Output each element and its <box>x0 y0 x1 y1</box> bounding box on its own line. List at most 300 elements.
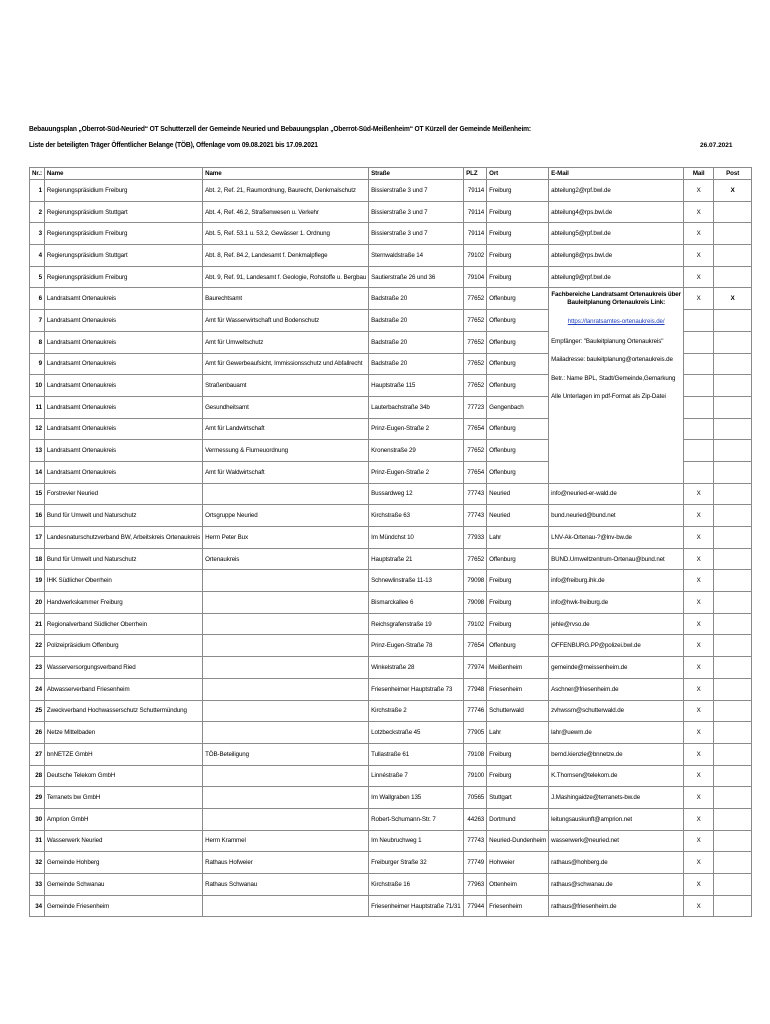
row-number: 10 <box>30 375 45 397</box>
row-email[interactable]: leitungsauskunft@amprion.net <box>549 808 684 830</box>
row-abteilung: Amt für Wasserwirtschaft und Bodenschutz <box>203 310 369 332</box>
row-strasse: Tullastraße 61 <box>369 743 464 765</box>
row-mail-mark: X <box>684 570 714 592</box>
table-row <box>30 635 752 657</box>
row-name: Abwasserverband Friesenheim <box>44 678 202 700</box>
row-email[interactable]: wasserwerk@neuried.net <box>549 830 684 852</box>
row-email[interactable]: abteilung5@rpf.bwl.de <box>549 223 684 245</box>
row-plz: 77652 <box>464 310 487 332</box>
row-number: 20 <box>30 592 45 614</box>
col-header-plz: PLZ <box>464 168 487 180</box>
row-abteilung: Herrn Krammel <box>203 830 369 852</box>
row-strasse: Sternwaldstraße 14 <box>369 245 464 267</box>
row-mail-mark: X <box>684 700 714 722</box>
row-mail-mark: X <box>684 765 714 787</box>
row-email[interactable]: info@hwk-freiburg.de <box>549 592 684 614</box>
row-mail-mark: X <box>684 527 714 549</box>
row-abteilung: Ortsgruppe Neuried <box>203 505 369 527</box>
table-row <box>30 765 752 787</box>
table-row <box>30 201 752 223</box>
row-ort: Freiburg <box>487 266 549 288</box>
row-mail-mark: X <box>684 657 714 679</box>
row-strasse: Prinz-Eugen-Straße 2 <box>369 418 464 440</box>
row-post-mark <box>714 331 752 353</box>
row-post-mark <box>714 527 752 549</box>
row-email[interactable]: K.Thomsen@telekom.de <box>549 765 684 787</box>
info-unterlagen: Alle Unterlagen im pdf-Format als Zip-Datei <box>551 393 666 401</box>
row-abteilung <box>203 895 369 917</box>
row-mail-mark: X <box>684 787 714 809</box>
row-post-mark <box>714 657 752 679</box>
row-mail-mark: X <box>684 245 714 267</box>
row-ort: Neuried <box>487 483 549 505</box>
row-post-mark <box>714 548 752 570</box>
row-number: 33 <box>30 874 45 896</box>
row-email[interactable]: jehle@rvso.de <box>549 613 684 635</box>
row-strasse: Reichsgrafenstraße 19 <box>369 613 464 635</box>
info-mailadresse: Mailadresse: bauleitplanung@ortenaukreis.de <box>551 356 673 364</box>
row-plz: 77652 <box>464 548 487 570</box>
table-row <box>30 787 752 809</box>
row-email[interactable]: abteilung2@rpf.bwl.de <box>549 180 684 202</box>
info-empfaenger: Empfänger: "Bauleitplanung Ortenaukreis" <box>551 337 664 345</box>
row-ort: Freiburg <box>487 245 549 267</box>
row-post-mark <box>714 852 752 874</box>
row-name: Regierungspräsidium Stuttgart <box>44 245 202 267</box>
row-email[interactable]: rathaus@friesenheim.de <box>549 895 684 917</box>
row-plz: 77654 <box>464 418 487 440</box>
row-post-mark <box>714 310 752 332</box>
row-post-mark <box>714 592 752 614</box>
row-post-mark <box>714 440 752 462</box>
row-number: 8 <box>30 331 45 353</box>
row-name: Bund für Umwelt und Naturschutz <box>44 505 202 527</box>
row-plz: 77743 <box>464 830 487 852</box>
row-number: 29 <box>30 787 45 809</box>
row-number: 7 <box>30 310 45 332</box>
row-name: Regierungspräsidium Freiburg <box>44 223 202 245</box>
row-ort: Offenburg <box>487 375 549 397</box>
row-post-mark <box>714 830 752 852</box>
row-number: 26 <box>30 722 45 744</box>
row-number: 16 <box>30 505 45 527</box>
table-row <box>30 722 752 744</box>
row-abteilung: Rathaus Schwanau <box>203 874 369 896</box>
row-strasse: Prinz-Eugen-Straße 78 <box>369 635 464 657</box>
row-post-mark <box>714 874 752 896</box>
row-plz: 77963 <box>464 874 487 896</box>
row-post-mark <box>714 808 752 830</box>
table-row <box>30 548 752 570</box>
row-ort: Freiburg <box>487 570 549 592</box>
row-ort: Freiburg <box>487 592 549 614</box>
row-strasse: Bussardweg 12 <box>369 483 464 505</box>
row-name: Landratsamt Ortenaukreis <box>44 288 202 310</box>
row-post-mark <box>714 787 752 809</box>
row-post-mark <box>714 765 752 787</box>
row-mail-mark: X <box>684 223 714 245</box>
row-email[interactable]: OFFENBURG.PP@polizei.bwl.de <box>549 635 684 657</box>
col-header-post: Post <box>714 168 752 180</box>
row-post-mark <box>714 375 752 397</box>
row-plz: 77933 <box>464 527 487 549</box>
row-ort: Lahr <box>487 722 549 744</box>
table-body <box>30 180 752 917</box>
row-plz: 79102 <box>464 613 487 635</box>
row-abteilung: Amt für Landwirtschaft <box>203 418 369 440</box>
row-post-mark <box>714 245 752 267</box>
row-name: Landratsamt Ortenaukreis <box>44 396 202 418</box>
row-name: Regierungspräsidium Stuttgart <box>44 201 202 223</box>
row-abteilung: Amt für Waldwirtschaft <box>203 461 369 483</box>
row-ort: Freiburg <box>487 201 549 223</box>
row-mail-mark: X <box>684 180 714 202</box>
row-plz: 77749 <box>464 852 487 874</box>
table-row <box>30 743 752 765</box>
row-ort: Friesenheim <box>487 678 549 700</box>
row-abteilung <box>203 570 369 592</box>
row-post-mark <box>714 483 752 505</box>
row-mail-mark: X <box>684 874 714 896</box>
row-strasse: Lauterbachstraße 34b <box>369 396 464 418</box>
row-name: Landratsamt Ortenaukreis <box>44 310 202 332</box>
row-ort: Offenburg <box>487 635 549 657</box>
row-name: Deutsche Telekom GmbH <box>44 765 202 787</box>
row-abteilung: Vermessung & Flurneuordnung <box>203 440 369 462</box>
row-name: Landratsamt Ortenaukreis <box>44 353 202 375</box>
row-abteilung: Rathaus Hofweier <box>203 852 369 874</box>
row-ort: Meißenheim <box>487 657 549 679</box>
row-ort: Offenburg <box>487 418 549 440</box>
row-strasse: Kirchstraße 2 <box>369 700 464 722</box>
row-number: 11 <box>30 396 45 418</box>
row-strasse: Kirchstraße 16 <box>369 874 464 896</box>
document-title: Bebauungsplan „Oberrot-Süd-Neuried“ OT Schutterzell der Gemeinde Neuried und Bebauungsplan „Oberrot-Süd-Meißenheim“ OT Kürzell der Gemeinde Meißenheim: <box>29 124 531 133</box>
row-name: Bund für Umwelt und Naturschutz <box>44 548 202 570</box>
row-ort: Neuried <box>487 505 549 527</box>
row-email[interactable]: bund.neuried@bund.net <box>549 505 684 527</box>
row-abteilung <box>203 483 369 505</box>
row-abteilung <box>203 657 369 679</box>
row-abteilung <box>203 678 369 700</box>
row-mail-mark <box>684 331 714 353</box>
row-number: 2 <box>30 201 45 223</box>
row-name: Gemeinde Hohberg <box>44 852 202 874</box>
row-strasse: Bissierstraße 3 und 7 <box>369 223 464 245</box>
row-strasse: Hauptstraße 115 <box>369 375 464 397</box>
row-mail-mark <box>684 440 714 462</box>
row-mail-mark: X <box>684 201 714 223</box>
row-ort: Stuttgart <box>487 787 549 809</box>
row-name: Landratsamt Ortenaukreis <box>44 331 202 353</box>
row-plz: 77746 <box>464 700 487 722</box>
row-mail-mark <box>684 310 714 332</box>
row-post-mark <box>714 223 752 245</box>
row-email[interactable]: lahr@uewm.de <box>549 722 684 744</box>
row-abteilung: Amt für Umweltschutz <box>203 331 369 353</box>
table-row <box>30 180 752 202</box>
row-abteilung: Amt für Gewerbeaufsicht, Immissionsschutz und Abfallrecht <box>203 353 369 375</box>
row-abteilung <box>203 808 369 830</box>
row-post-mark <box>714 418 752 440</box>
row-name: Netze Mittelbaden <box>44 722 202 744</box>
row-abteilung <box>203 592 369 614</box>
row-email[interactable]: abteilung4@rps.bwl.de <box>549 201 684 223</box>
row-name: Handwerkskammer Freiburg <box>44 592 202 614</box>
info-betreff: Betr.: Name BPL, Stadt/Gemeinde,Gemarkung <box>551 374 676 382</box>
row-strasse: Linnéstraße 7 <box>369 765 464 787</box>
row-ort: Offenburg <box>487 353 549 375</box>
row-ort: Freiburg <box>487 613 549 635</box>
row-plz: 79104 <box>464 266 487 288</box>
row-post-mark <box>714 396 752 418</box>
row-name: Wasserversorgungsverband Ried <box>44 657 202 679</box>
row-name: Terranets bw GmbH <box>44 787 202 809</box>
row-post-mark <box>714 722 752 744</box>
row-mail-mark: X <box>684 743 714 765</box>
row-strasse: Robert-Schumann-Str. 7 <box>369 808 464 830</box>
landratsamt-info-box <box>549 288 684 483</box>
row-strasse: Hauptstraße 21 <box>369 548 464 570</box>
row-strasse: Badstraße 20 <box>369 288 464 310</box>
table-row <box>30 895 752 917</box>
row-plz: 79098 <box>464 570 487 592</box>
table-row <box>30 288 752 310</box>
row-number: 28 <box>30 765 45 787</box>
row-ort: Offenburg <box>487 331 549 353</box>
row-mail-mark: X <box>684 678 714 700</box>
row-mail-mark: X <box>684 613 714 635</box>
row-strasse: Im Mündchst 10 <box>369 527 464 549</box>
row-strasse: Badstraße 20 <box>369 331 464 353</box>
row-email[interactable]: J.Mashingaidze@terranets-bw.de <box>549 787 684 809</box>
row-strasse: Im Neubruchweg 1 <box>369 830 464 852</box>
table-row <box>30 570 752 592</box>
row-email[interactable]: LNV-Ak-Ortenau-?@lnv-bw.de <box>549 527 684 549</box>
row-ort: Offenburg <box>487 288 549 310</box>
row-abteilung <box>203 787 369 809</box>
row-abteilung <box>203 635 369 657</box>
row-email[interactable]: bernd.kienzle@bnnetze.de <box>549 743 684 765</box>
row-strasse: Prinz-Eugen-Straße 2 <box>369 461 464 483</box>
row-mail-mark: X <box>684 505 714 527</box>
row-mail-mark: X <box>684 722 714 744</box>
table-row <box>30 657 752 679</box>
row-ort: Offenburg <box>487 461 549 483</box>
row-abteilung: Abt. 5, Ref. 53.1 u. 53.2, Gewässer 1. Ordnung <box>203 223 369 245</box>
row-email[interactable]: rathaus@schwanau.de <box>549 874 684 896</box>
row-number: 3 <box>30 223 45 245</box>
table-row <box>30 592 752 614</box>
row-strasse: Bissierstraße 3 und 7 <box>369 180 464 202</box>
row-plz: 70565 <box>464 787 487 809</box>
row-email[interactable]: Aschner@friesenheim.de <box>549 678 684 700</box>
row-plz: 77723 <box>464 396 487 418</box>
row-ort: Freiburg <box>487 223 549 245</box>
row-ort: Neuried-Dundenheim <box>487 830 549 852</box>
row-abteilung: Abt. 2, Ref. 21, Raumordnung, Baurecht, Denkmalschutz <box>203 180 369 202</box>
table-row <box>30 808 752 830</box>
row-mail-mark: X <box>684 288 714 310</box>
row-ort: Offenburg <box>487 440 549 462</box>
row-plz: 77743 <box>464 483 487 505</box>
row-number: 25 <box>30 700 45 722</box>
row-plz: 44263 <box>464 808 487 830</box>
row-abteilung <box>203 765 369 787</box>
row-post-mark <box>714 743 752 765</box>
row-name: Landesnaturschutzverband BW, Arbeitskreis Ortenaukreis <box>44 527 202 549</box>
row-ort: Lahr <box>487 527 549 549</box>
document-subtitle: Liste der beteiligten Träger Öffentlicher Belange (TÖB), Offenlage vom 09.08.2021 bis 17.09.2021 <box>29 140 318 149</box>
row-plz: 79114 <box>464 180 487 202</box>
row-abteilung: Herrn Peter Bux <box>203 527 369 549</box>
row-mail-mark <box>684 396 714 418</box>
row-abteilung: TÖB-Beteiligung <box>203 743 369 765</box>
table-row <box>30 527 752 549</box>
col-header-name: Name <box>44 168 202 180</box>
col-header-ort: Ort <box>487 168 549 180</box>
table-header-row <box>30 168 752 180</box>
row-ort: Schutterwald <box>487 700 549 722</box>
row-post-mark: X <box>714 180 752 202</box>
row-abteilung: Abt. 8, Ref. 84.2, Landesamt f. Denkmalpflege <box>203 245 369 267</box>
table-row <box>30 505 752 527</box>
row-plz: 79108 <box>464 743 487 765</box>
row-plz: 77652 <box>464 353 487 375</box>
row-plz: 77944 <box>464 895 487 917</box>
row-ort: Hohweier <box>487 852 549 874</box>
row-strasse: Friesenheimer Hauptstraße 71/31 <box>369 895 464 917</box>
row-name: Polizeipräsidium Offenburg <box>44 635 202 657</box>
row-plz: 79114 <box>464 201 487 223</box>
col-header-nr: Nr.: <box>30 168 45 180</box>
row-number: 5 <box>30 266 45 288</box>
row-strasse: Im Wallgraben 135 <box>369 787 464 809</box>
row-name: Landratsamt Ortenaukreis <box>44 440 202 462</box>
info-link[interactable]: https://lanratsamtes-ortenaukreis.de/ <box>567 318 665 326</box>
row-plz: 77652 <box>464 331 487 353</box>
document-date: 26.07.2021 <box>700 142 733 149</box>
row-abteilung <box>203 613 369 635</box>
row-number: 1 <box>30 180 45 202</box>
row-email[interactable]: gemeinde@meissenheim.de <box>549 657 684 679</box>
row-abteilung: Abt. 4, Ref. 46.2, Straßenwesen u. Verkehr <box>203 201 369 223</box>
row-mail-mark: X <box>684 483 714 505</box>
row-name: Wasserwerk Neuried <box>44 830 202 852</box>
row-number: 32 <box>30 852 45 874</box>
table-row <box>30 483 752 505</box>
row-strasse: Winkelstraße 28 <box>369 657 464 679</box>
row-mail-mark <box>684 353 714 375</box>
row-strasse: Kirchstraße 63 <box>369 505 464 527</box>
row-plz: 77652 <box>464 440 487 462</box>
col-header-mail: Mail <box>684 168 714 180</box>
row-email[interactable]: BUND.Umweltzentrum-Ortenau@bund.net <box>549 548 684 570</box>
row-post-mark <box>714 700 752 722</box>
row-name: Landratsamt Ortenaukreis <box>44 418 202 440</box>
table-row <box>30 830 752 852</box>
row-name: Regierungspräsidium Freiburg <box>44 180 202 202</box>
col-header-abteilung: Name <box>203 168 369 180</box>
row-plz: 79102 <box>464 245 487 267</box>
row-name: Gemeinde Friesenheim <box>44 895 202 917</box>
row-number: 23 <box>30 657 45 679</box>
row-number: 21 <box>30 613 45 635</box>
row-email[interactable]: abteilung8@rps.bwl.de <box>549 245 684 267</box>
row-mail-mark: X <box>684 895 714 917</box>
row-strasse: Schnewlinstraße 11-13 <box>369 570 464 592</box>
row-post-mark <box>714 201 752 223</box>
col-header-email: E-Mail <box>549 168 684 180</box>
info-heading: Fachbereiche Landratsamt Ortenaukreis über Bauleitplanung Ortenaukreis Link: <box>551 291 681 306</box>
row-post-mark <box>714 353 752 375</box>
row-post-mark <box>714 505 752 527</box>
row-strasse: Kronenstraße 29 <box>369 440 464 462</box>
row-number: 6 <box>30 288 45 310</box>
row-number: 17 <box>30 527 45 549</box>
row-plz: 79098 <box>464 592 487 614</box>
row-plz: 77654 <box>464 461 487 483</box>
row-name: Gemeinde Schwanau <box>44 874 202 896</box>
row-email[interactable]: info@freiburg.ihk.de <box>549 570 684 592</box>
row-mail-mark: X <box>684 852 714 874</box>
row-strasse: Friesenheimer Hauptstraße 73 <box>369 678 464 700</box>
row-mail-mark: X <box>684 830 714 852</box>
row-strasse: Sautierstraße 26 und 36 <box>369 266 464 288</box>
row-number: 27 <box>30 743 45 765</box>
row-name: Landratsamt Ortenaukreis <box>44 461 202 483</box>
row-mail-mark: X <box>684 592 714 614</box>
table-row <box>30 700 752 722</box>
row-number: 13 <box>30 440 45 462</box>
row-post-mark <box>714 635 752 657</box>
row-ort: Gengenbach <box>487 396 549 418</box>
row-strasse: Badstraße 20 <box>369 353 464 375</box>
row-plz: 77652 <box>464 375 487 397</box>
row-name: Forstrevier Neuried <box>44 483 202 505</box>
row-abteilung: Gesundheitsamt <box>203 396 369 418</box>
row-mail-mark <box>684 461 714 483</box>
row-plz: 77743 <box>464 505 487 527</box>
row-number: 34 <box>30 895 45 917</box>
row-name: Zweckverband Hochwasserschutz Schuttermündung <box>44 700 202 722</box>
row-ort: Freiburg <box>487 180 549 202</box>
row-ort: Freiburg <box>487 743 549 765</box>
row-strasse: Freiburger Straße 32 <box>369 852 464 874</box>
row-email[interactable]: rathaus@hohberg.de <box>549 852 684 874</box>
row-number: 24 <box>30 678 45 700</box>
row-plz: 79114 <box>464 223 487 245</box>
row-ort: Ottenheim <box>487 874 549 896</box>
row-name: bnNETZE GmbH <box>44 743 202 765</box>
row-number: 31 <box>30 830 45 852</box>
row-email[interactable]: zvhwssm@schutterwald.de <box>549 700 684 722</box>
table-row <box>30 245 752 267</box>
row-mail-mark: X <box>684 635 714 657</box>
row-strasse: Badstraße 20 <box>369 310 464 332</box>
table-row <box>30 223 752 245</box>
row-post-mark <box>714 678 752 700</box>
row-mail-mark: X <box>684 266 714 288</box>
row-email[interactable]: info@neuried-er-wald.de <box>549 483 684 505</box>
row-email[interactable]: abteilung9@rpf.bwl.de <box>549 266 684 288</box>
row-mail-mark <box>684 418 714 440</box>
row-number: 12 <box>30 418 45 440</box>
toeb-table <box>29 167 752 917</box>
row-number: 18 <box>30 548 45 570</box>
row-plz: 77905 <box>464 722 487 744</box>
row-abteilung: Ortenaukreis <box>203 548 369 570</box>
